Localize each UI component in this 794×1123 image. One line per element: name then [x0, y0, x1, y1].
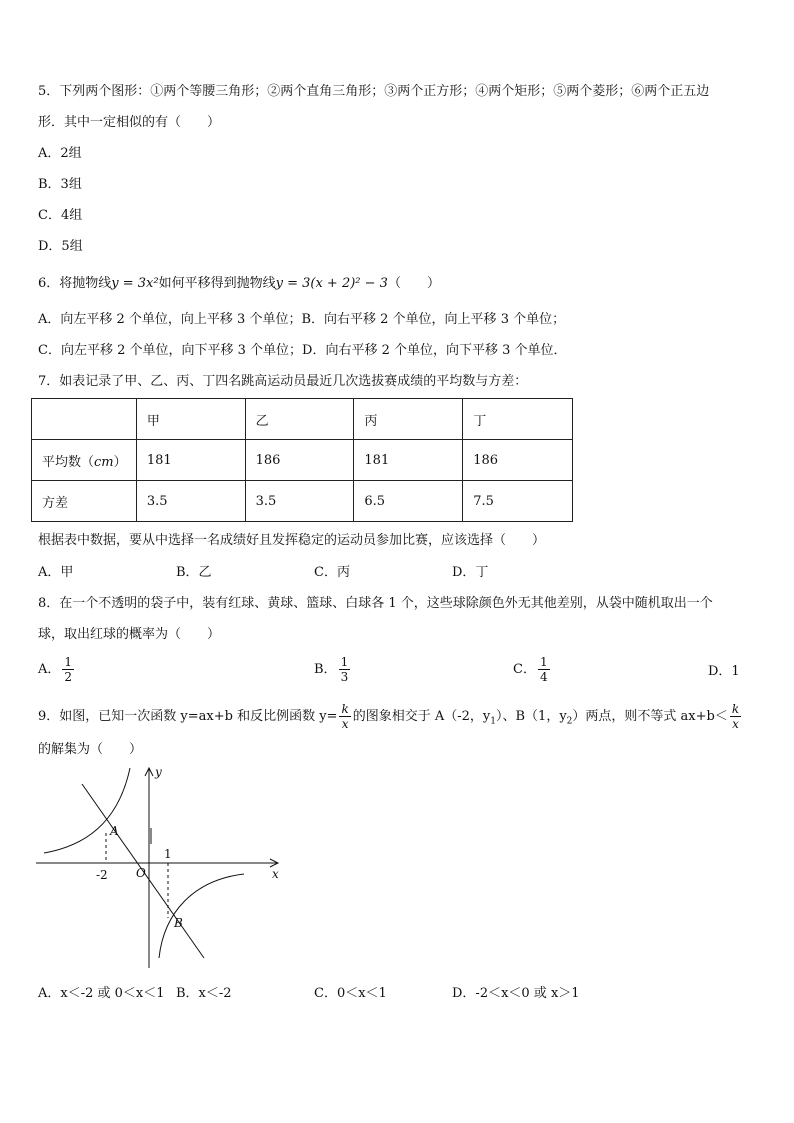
table-row-mean: [32, 440, 573, 481]
q6-option-c: C．向左平移 2 个单位，向下平移 3 个单位；: [38, 343, 303, 358]
q8-option-a-label: A．: [38, 662, 61, 677]
q6-expr1: y = 3x²: [111, 276, 159, 291]
q9-fraction-k-over-x-2: [730, 702, 741, 731]
mean-yi: 186: [245, 440, 354, 481]
table-header-jia: 甲: [136, 399, 245, 440]
q5-option-b: B．3组: [38, 177, 82, 192]
variance-jia: 3.5: [136, 481, 245, 522]
fraction-numerator: 1: [539, 655, 548, 669]
q9-stem-line1: [38, 702, 743, 732]
q5-option-a: A．2组: [38, 146, 82, 161]
q7-option-b: B．乙: [176, 565, 212, 580]
q8-stem-line1: 8．在一个不透明的袋子中，装有红球、黄球、篮球、白球各 1 个，这些球除颜色外无其他差别，从袋中随机取出一个: [38, 596, 713, 611]
q9-option-d: D．-2＜x＜0 或 x＞1: [452, 986, 580, 1001]
q9-stem-line2: 的解集为（ ）: [38, 742, 143, 757]
label-y: y: [155, 765, 162, 779]
q8-option-c-label: C．: [513, 662, 536, 677]
variance-ding: 7.5: [463, 481, 573, 522]
mean-jia: 181: [136, 440, 245, 481]
q9-option-b: B．x＜-2: [176, 986, 232, 1001]
label-origin: O: [136, 866, 146, 880]
mean-unit: cm: [94, 454, 114, 470]
q5-option-d: D．5组: [38, 239, 83, 254]
fraction-numerator: k: [341, 702, 349, 716]
table-header-row: [32, 399, 573, 440]
q7-question: 根据表中数据，要从中选择一名成绩好且发挥稳定的运动员参加比赛，应该选择（ ）: [38, 533, 546, 548]
table-row-variance: [32, 481, 573, 522]
q9-option-c: C．0＜x＜1: [314, 986, 387, 1001]
q9-part1: 9．如图，已知一次函数 y=ax+b 和反比例函数 y=: [38, 709, 338, 724]
q7-option-c: C．丙: [314, 565, 350, 580]
q7-stats-table: [31, 398, 573, 522]
q8-option-b-fraction: [339, 655, 351, 684]
q5-stem-line2: 形．其中一定相似的有（ ）: [38, 115, 221, 130]
fraction-denominator: x: [341, 717, 349, 731]
hyperbola-branch-upper: [44, 768, 130, 853]
table-header-ding: 丁: [463, 399, 573, 440]
q6-options-row2: [38, 341, 567, 361]
q6-stem: [38, 274, 440, 294]
q6-mid: 如何平移得到抛物线: [158, 276, 276, 291]
label-point-a: A: [110, 824, 119, 838]
table-header-empty: [32, 399, 137, 440]
variance-yi: 3.5: [245, 481, 354, 522]
q6-expr2: y = 3(x + 2)² − 3: [275, 276, 388, 291]
hyperbola-branch-lower: [159, 874, 244, 958]
q9-sub1: 1: [490, 716, 496, 727]
q6-suffix: （ ）: [387, 276, 440, 291]
label-point-b: B: [174, 916, 183, 930]
fraction-denominator: 2: [64, 670, 73, 684]
q9-part2: 的图象相交于 A（-2，y: [352, 709, 491, 724]
mean-label: [32, 440, 137, 481]
q9-option-a: A．x＜-2 或 0＜x＜1: [38, 986, 165, 1001]
q8-option-a: [38, 655, 76, 684]
q8-option-c-fraction: [538, 655, 550, 684]
fraction-denominator: 3: [340, 670, 349, 684]
q5-stem-line1: 5．下列两个图形：①两个等腰三角形；②两个直角三角形；③两个正方形；④两个矩形；⑤两个菱形；⑥两个正五边: [38, 84, 710, 99]
fraction-denominator: x: [732, 717, 739, 731]
q8-option-b: [314, 655, 352, 684]
q8-option-d: D．1: [708, 664, 740, 679]
q7-option-a: A．甲: [38, 565, 74, 580]
fraction-numerator: 1: [64, 655, 73, 669]
q8-option-c: [513, 655, 552, 684]
q8-stem-line2: 球，取出红球的概率为（ ）: [38, 627, 221, 642]
q6-option-d: D．向右平移 2 个单位，向下平移 3 个单位．: [302, 343, 567, 358]
label-x: x: [272, 867, 279, 881]
q7-stem: 7．如表记录了甲、乙、丙、丁四名跳高运动员最近几次选拔赛成绩的平均数与方差：: [38, 374, 528, 389]
variance-label: 方差: [32, 481, 137, 522]
q8-option-b-label: B．: [314, 662, 337, 677]
q9-graph: [34, 762, 294, 972]
table-header-yi: 乙: [245, 399, 354, 440]
table-header-bing: 丙: [354, 399, 463, 440]
q9-part3: ）、B（1，y: [496, 709, 567, 724]
q7-option-d: D．丁: [452, 565, 489, 580]
mean-label-post: ）: [113, 454, 127, 470]
q6-prefix: 6．将抛物线: [38, 276, 112, 291]
q6-option-b: B．向右平移 2 个单位，向上平移 3 个单位；: [301, 312, 566, 327]
q8-option-a-fraction: [62, 655, 74, 684]
q9-fraction-k-over-x: [339, 702, 350, 731]
q9-sub2: 2: [566, 716, 573, 727]
mean-label-pre: 平均数（: [42, 454, 95, 470]
variance-bing: 6.5: [354, 481, 463, 522]
mean-ding: 186: [463, 440, 573, 481]
q9-part4: ）两点，则不等式 ax+b＜: [572, 709, 728, 724]
mean-bing: 181: [354, 440, 463, 481]
fraction-numerator: k: [731, 702, 740, 716]
q6-option-a: A．向左平移 2 个单位，向上平移 3 个单位；: [38, 312, 302, 327]
q5-option-c: C．4组: [38, 208, 83, 223]
label-neg2: -2: [96, 868, 108, 882]
fraction-denominator: 4: [539, 670, 548, 684]
fraction-numerator: 1: [340, 655, 349, 669]
q6-options-row1: [38, 310, 565, 330]
label-one: 1: [164, 847, 172, 861]
